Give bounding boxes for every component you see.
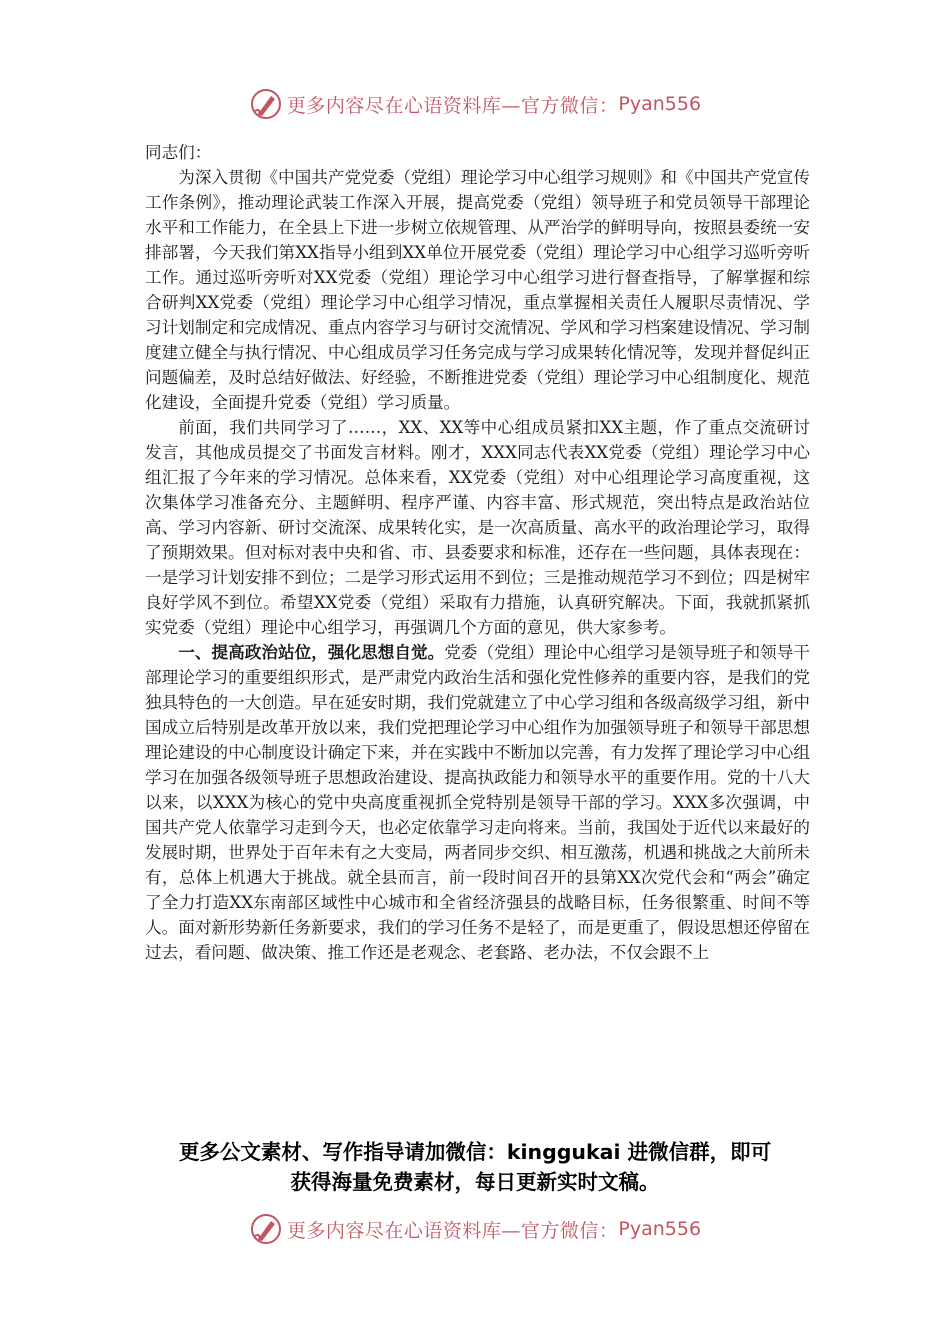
header-watermark-banner <box>0 84 950 124</box>
paragraph-2: 前面，我们共同学习了……，XX、XX等中心组成员紧扣XX主题，作了重点交流研讨发言，其他成员提交了书面发言材料。刚才，XXX同志代表XX党委（党组）理论学习中心组汇报了今年来的学习情况。总体来看，XX党委（党组）对中心组理论学习高度重视，这次集体学习准备充分、主题鲜明、程序严谨、内容丰富、形式规范，突出特点是政治站位高、学习内容新、研讨交流深、成果转化实，是一次高质量、高水平的政治理论学习，取得了预期效果。但对标对表中央和省、市、县委要求和标准，还存在一些问题，具体表现在：一是学习计划安排不到位；二是学习形式运用不到位；三是推动规范学习不到位；四是树牢良好学风不到位。希望XX党委（党组）采取有力措施，认真研究解决。下面，我就抓紧抓实党委（党组）理论中心组学习，再强调几个方面的意见，供大家参考。 <box>145 418 810 637</box>
promo-line-1: 更多公文素材、写作指导请加微信：kinggukai 进微信群，即可 <box>178 1140 772 1164</box>
banner-wechat-id: Pyan556 <box>618 1218 702 1240</box>
promo-line-2: 获得海量免费素材，每日更新实时文稿。 <box>290 1170 660 1194</box>
document-body <box>145 140 810 965</box>
greeting: 同志们： <box>145 143 212 162</box>
pen-nib-logo-icon <box>249 1212 283 1246</box>
footer-watermark-banner <box>0 1209 950 1249</box>
paragraph-1: 为深入贯彻《中国共产党党委（党组）理论学习中心组学习规则》和《中国共产党宣传工作条例》，推动理论武装工作深入开展，提高党委（党组）领导班子和党员领导干部理论水平和工作能力，在全县上下进一步树立依规管理、从严治学的鲜明导向，按照县委统一安排部署，今天我们第XX指导小组到XX单位开展党委（党组）理论学习中心组学习巡听旁听工作。通过巡听旁听对XX党委（党组）理论学习中心组学习进行督查指导，了解掌握和综合研判XX党委（党组）理论学习中心组学习情况，重点掌握相关责任人履职尽责情况、学习计划制定和完成情况、重点内容学习与研讨交流情况、学风和学习档案建设情况、学习制度建立健全与执行情况、中心组成员学习任务完成与学习成果转化情况等，发现并督促纠正问题偏差，及时总结好做法、好经验，不断推进党委（党组）理论学习中心组制度化、规范化建设，全面提升党委（党组）学习质量。 <box>145 168 810 412</box>
paragraph-3-body: 党委（党组）理论中心组学习是领导班子和领导干部理论学习的重要组织形式，是严肃党内政治生活和强化党性修养的重要内容，是我们的党独具特色的一大创造。早在延安时期，我们党就建立了中心学习组和各级高级学习组，新中国成立后特别是改革开放以来，我们党把理论学习中心组作为加强领导班子和领导干部思想理论建设的中心制度设计确定下来，并在实践中不断加以完善，有力发挥了理论学习中心组学习在加强各级领导班子思想政治建设、提高执政能力和领导水平的重要作用。党的十八大以来，以XXX为核心的党中央高度重视抓全党特别是领导干部的学习。XXX多次强调，中国共产党人依靠学习走到今天，也必定依靠学习走向将来。当前，我国处于近代以来最好的发展时期，世界处于百年未有之大变局，两者同步交织、相互激荡，机遇和挑战之大前所未有，总体上机遇大于挑战。就全县而言，前一段时间召开的县第XX次党代会和“两会”确定了全力打造XX东南部区域性中心城市和全省经济强县的战略目标，任务很繁重、时间不等人。面对新形势新任务新要求，我们的学习任务不是轻了，而是更重了，假设思想还停留在过去，看问题、做决策、推工作还是老观念、老套路、老办法，不仅会跟不上 <box>145 643 811 962</box>
section-heading-1: 一、提高政治站位，强化思想自觉。 <box>178 642 445 662</box>
paragraph-3 <box>145 640 810 965</box>
banner-wechat-id: Pyan556 <box>618 93 702 115</box>
banner-text: 更多内容尽在心语资料库—官方微信： <box>286 1219 619 1242</box>
pen-nib-logo-icon <box>249 87 283 121</box>
banner-text: 更多内容尽在心语资料库—官方微信： <box>286 94 619 117</box>
promo-notice <box>0 1137 950 1197</box>
